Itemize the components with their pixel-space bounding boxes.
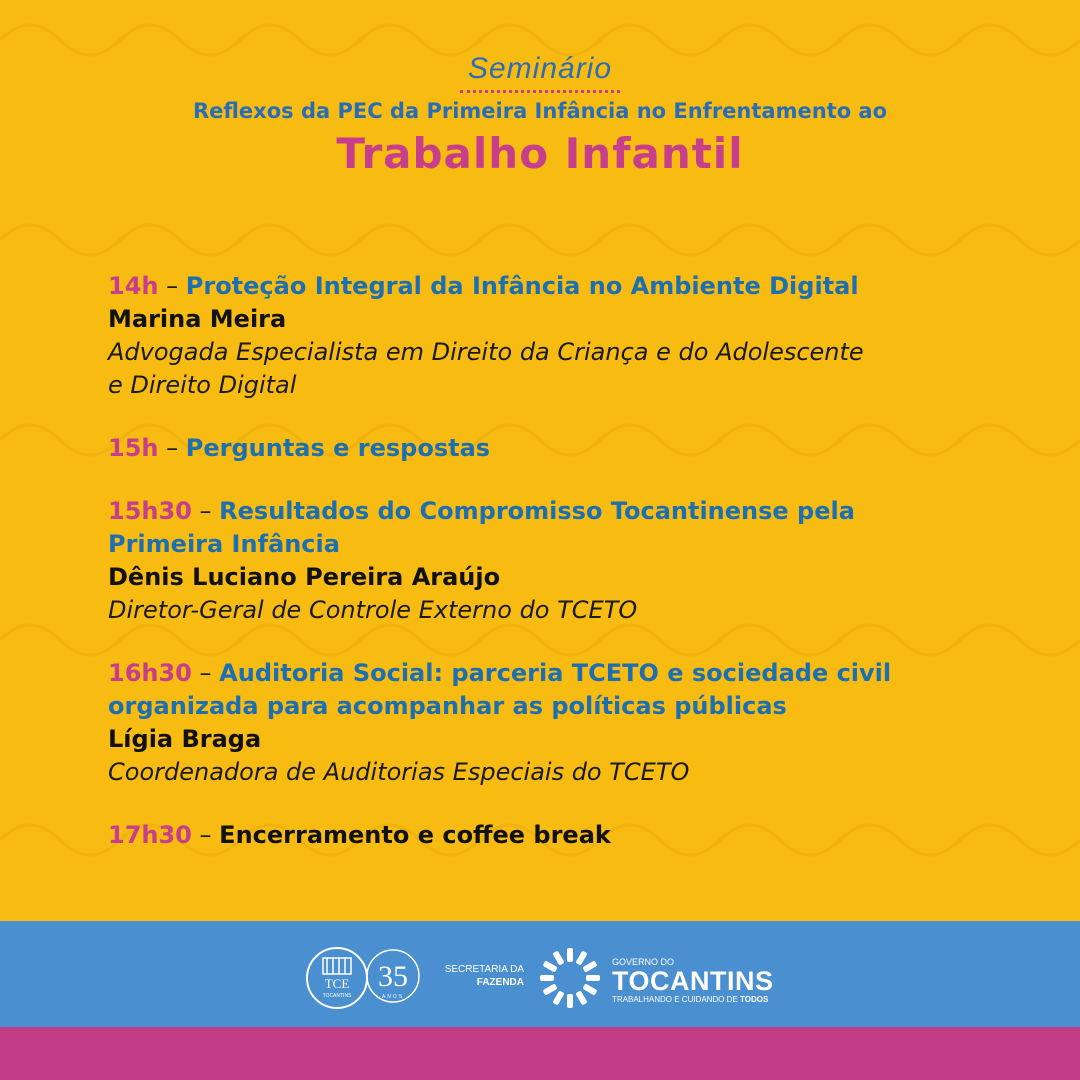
agenda-dash: – [199,659,212,687]
agenda-speaker: Marina Meira [108,305,287,333]
agenda-dash: – [166,434,179,462]
agenda-item [108,495,988,627]
anniversary-label: ANOS [381,994,405,1000]
seminar-label: Seminário [460,52,620,93]
governo-tocantins-logo [612,957,774,1005]
agenda-role-cont: e Direito Digital [108,371,297,399]
agenda-speaker: Dênis Luciano Pereira Araújo [108,563,501,591]
seminar-subtitle: Reflexos da PEC da Primeira Infância no Enfrentamento ao [192,99,888,123]
gov-line1: GOVERNO DO [612,957,675,967]
seminar-title: Trabalho Infantil [336,129,744,178]
agenda-speaker: Lígia Braga [108,725,262,753]
agenda-topic: Resultados do Compromisso Tocantinense pela [219,497,855,525]
agenda-time: 14h [108,272,159,300]
tce-text: TCE [324,976,350,991]
gov-slogan: TRABALHANDO E CUIDANDO DE [612,995,741,1004]
agenda-role: Advogada Especialista em Direito da Criança e do Adolescente [108,338,864,366]
gov-slogan-bold: TODOS [740,995,769,1004]
footer-pink-bar [0,1027,1080,1080]
agenda-topic: Perguntas e respostas [185,434,491,462]
agenda-time: 16h30 [108,659,192,687]
tce-logo [305,946,423,1010]
agenda-time: 17h30 [108,821,192,849]
agenda-item [108,432,988,465]
agenda-topic: Encerramento e coffee break [219,821,611,849]
header [0,52,1080,178]
anniversary-number: 35 [378,960,408,993]
agenda-dash: – [199,497,212,525]
agenda-item [108,657,988,789]
agenda-topic: Proteção Integral da Infância no Ambiente Digital [185,272,859,300]
agenda-topic-cont: Primeira Infância [108,530,340,558]
agenda-dash: – [199,821,212,849]
agenda [108,270,988,882]
agenda-topic: Auditoria Social: parceria TCETO e sociedade civil [219,659,892,687]
agenda-topic-cont: organizada para acompanhar as políticas públicas [108,692,787,720]
sefaz-line2: FAZENDA [476,977,524,988]
tce-sub: TOCANTINS [322,993,352,999]
tocantins-sun-icon [538,946,602,1010]
agenda-time: 15h [108,434,159,462]
agenda-role: Diretor-Geral de Controle Externo do TCETO [108,596,638,624]
agenda-role: Coordenadora de Auditorias Especiais do TCETO [108,758,690,786]
agenda-dash: – [166,272,179,300]
agenda-time: 15h30 [108,497,192,525]
sefaz-line1: SECRETARIA DA [444,964,524,975]
sefaz-logo [440,963,524,989]
agenda-item [108,819,988,852]
gov-line2: TOCANTINS [612,966,774,996]
gov-line3 [612,995,774,1005]
agenda-item [108,270,988,402]
